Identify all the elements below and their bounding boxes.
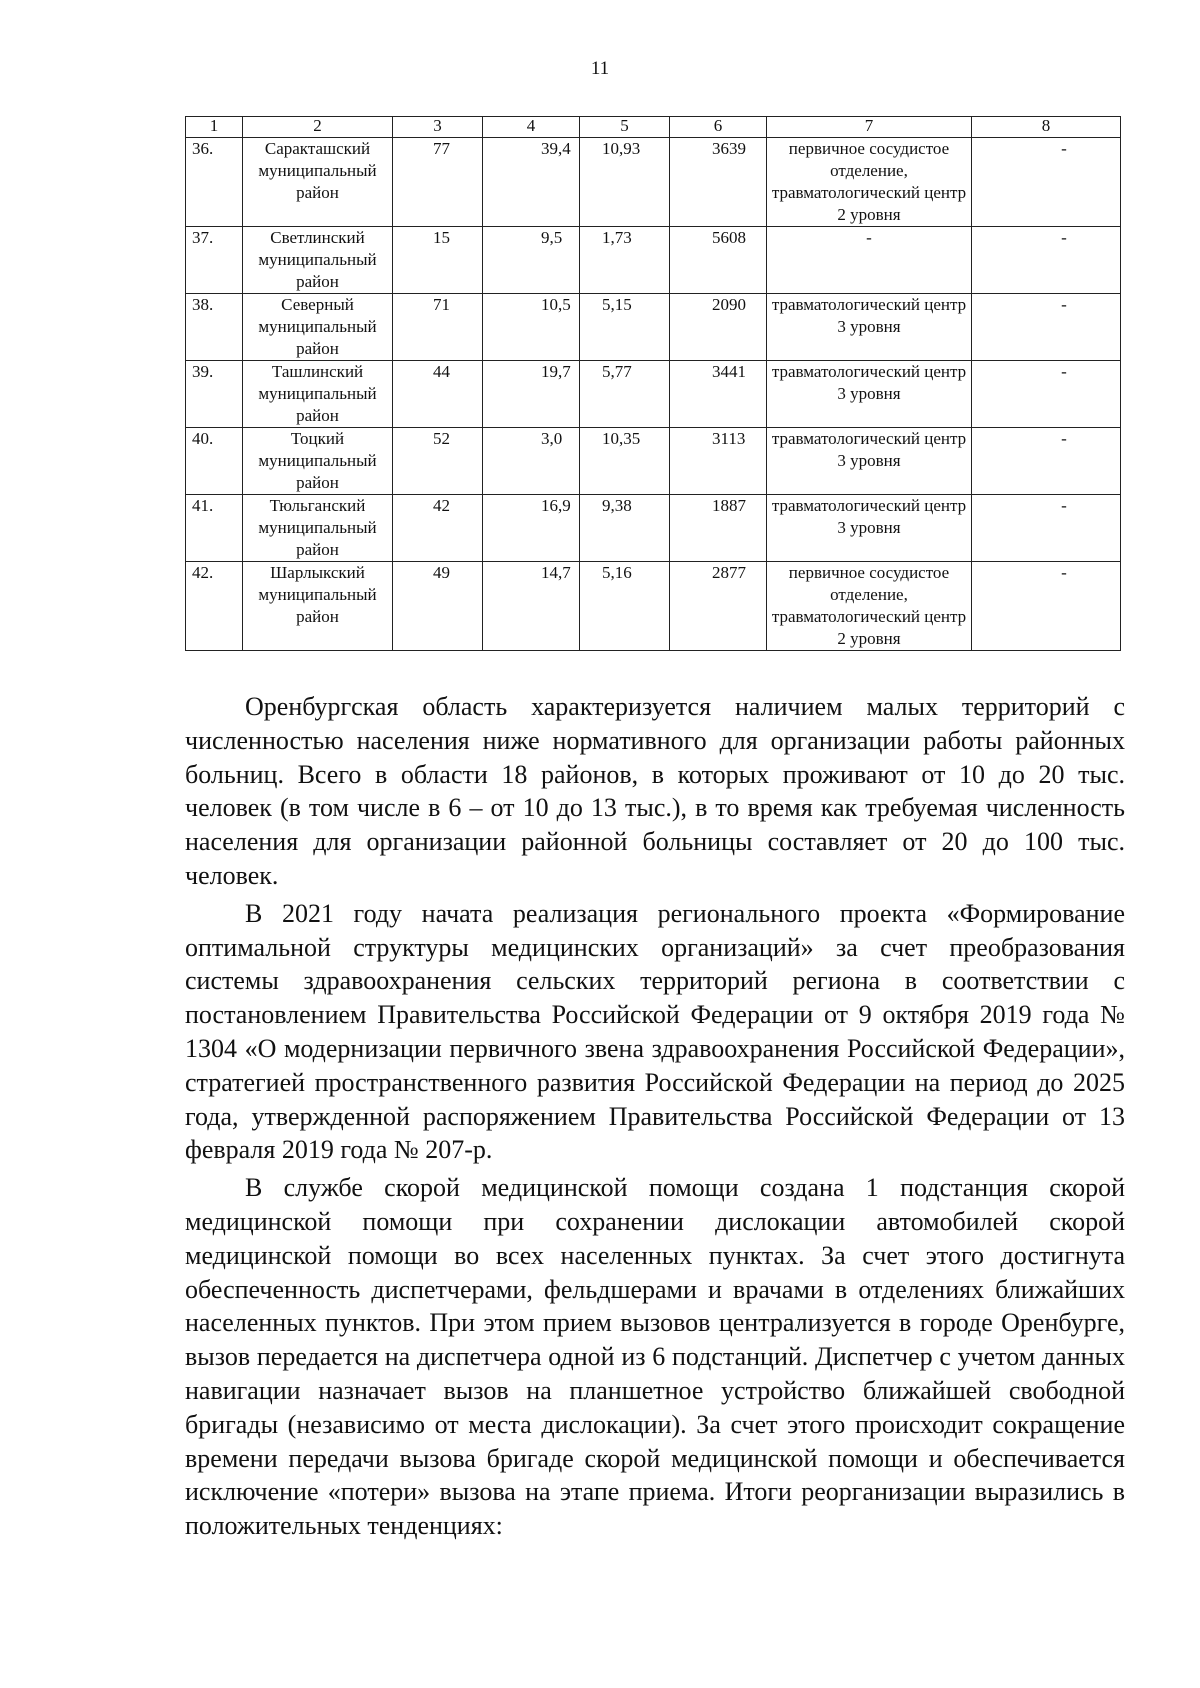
table-row: [186, 361, 1121, 428]
cell-col6: 2090: [670, 294, 767, 361]
cell-col5: 5,16: [580, 562, 670, 651]
header-cell-7: 7: [767, 117, 972, 138]
cell-col6: 3639: [670, 138, 767, 227]
cell-col3: 77: [393, 138, 483, 227]
paragraph-regional-project: В 2021 году начата реализация регионального проекта «Формирование оптимальной структуры медицинских организаций» за счет преобразования системы здравоохранения сельских территорий региона в соответствии с постановлением Правительства Российской Федерации от 9 октября 2019 года № 1304 «О модернизации первичного звена здравоохранения Российской Федерации», стратегией пространственного развития Российской Федерации на период до 2025 года, утвержденной распоряжением Правительства Российской Федерации от 13 февраля 2019 года № 207-р.: [185, 898, 1125, 1165]
page-number: 11: [590, 58, 610, 79]
cell-col8: -: [972, 428, 1121, 495]
row-number: 36.: [186, 138, 243, 227]
header-cell-4: 4: [483, 117, 580, 138]
cell-col7: -: [767, 227, 972, 294]
cell-col5: 9,38: [580, 495, 670, 562]
district-name: Тоцкий муниципальный район: [243, 428, 393, 495]
cell-col8: -: [972, 227, 1121, 294]
cell-col4: 9,5: [483, 227, 580, 294]
paragraph-ambulance-service: В службе скорой медицинской помощи создана 1 подстанция скорой медицинской помощи при сохранении дислокации автомобилей скорой медицинской помощи во всех населенных пунктах. За счет этого достигнута обеспеченность диспетчерами, фельдшерами и врачами в отделениях ближайших населенных пунктов. При этом прием вызовов централизуется в городе Оренбурге, вызов передается на диспетчера одной из 6 подстанций. Диспетчер с учетом данных навигации назначает вызов на планшетное устройство ближайшей свободной бригады (независимо от места дислокации). За счет этого происходит сокращение времени передачи вызова бригаде скорой медицинской помощи и обеспечивается исключение «потери» вызова на этапе приема. Итоги реорганизации выразились в положительных тенденциях:: [185, 1173, 1125, 1541]
table-header-row: [186, 117, 1121, 138]
district-name: Светлинский муниципальный район: [243, 227, 393, 294]
cell-col7: травматологический центр 3 уровня: [767, 361, 972, 428]
cell-col5: 10,35: [580, 428, 670, 495]
row-number: 42.: [186, 562, 243, 651]
cell-col6: 3441: [670, 361, 767, 428]
district-name: Шарлыкский муниципальный район: [243, 562, 393, 651]
row-number: 41.: [186, 495, 243, 562]
district-name: Ташлинский муниципальный район: [243, 361, 393, 428]
cell-col5: 5,77: [580, 361, 670, 428]
cell-col4: 16,9: [483, 495, 580, 562]
districts-table: [185, 116, 1121, 651]
header-cell-8: 8: [972, 117, 1121, 138]
cell-col7: первичное сосудистое отделение, травматологический центр 2 уровня: [767, 138, 972, 227]
cell-col4: 19,7: [483, 361, 580, 428]
cell-col3: 49: [393, 562, 483, 651]
cell-col6: 3113: [670, 428, 767, 495]
header-cell-2: 2: [243, 117, 393, 138]
cell-col4: 39,4: [483, 138, 580, 227]
cell-col6: 5608: [670, 227, 767, 294]
cell-col5: 10,93: [580, 138, 670, 227]
cell-col8: -: [972, 495, 1121, 562]
cell-col3: 15: [393, 227, 483, 294]
cell-col4: 10,5: [483, 294, 580, 361]
table-row: [186, 562, 1121, 651]
cell-col7: травматологический центр 3 уровня: [767, 495, 972, 562]
header-cell-1: 1: [186, 117, 243, 138]
cell-col8: -: [972, 294, 1121, 361]
cell-col5: 5,15: [580, 294, 670, 361]
cell-col7: травматологический центр 3 уровня: [767, 428, 972, 495]
cell-col7: травматологический центр 3 уровня: [767, 294, 972, 361]
row-number: 37.: [186, 227, 243, 294]
paragraph-small-territories: Оренбургская область характеризуется наличием малых территорий с численностью населения ниже нормативного для организации работы районных больниц. Всего в области 18 районов, в которых проживают от 10 до 20 тыс. человек (в том числе в 6 – от 10 до 13 тыс.), в то время как требуемая численность населения для организации районной больницы составляет от 20 до 100 тыс. человек.: [185, 692, 1125, 890]
header-cell-3: 3: [393, 117, 483, 138]
body-text: [185, 690, 1125, 1547]
district-name: Северный муниципальный район: [243, 294, 393, 361]
table-row: [186, 294, 1121, 361]
table-row: [186, 495, 1121, 562]
cell-col3: 71: [393, 294, 483, 361]
district-name: Тюльганский муниципальный район: [243, 495, 393, 562]
cell-col6: 1887: [670, 495, 767, 562]
table-row: [186, 138, 1121, 227]
cell-col3: 44: [393, 361, 483, 428]
row-number: 40.: [186, 428, 243, 495]
cell-col4: 14,7: [483, 562, 580, 651]
cell-col3: 52: [393, 428, 483, 495]
table-row: [186, 227, 1121, 294]
header-cell-5: 5: [580, 117, 670, 138]
cell-col8: -: [972, 138, 1121, 227]
table-row: [186, 428, 1121, 495]
header-cell-6: 6: [670, 117, 767, 138]
cell-col8: -: [972, 562, 1121, 651]
cell-col6: 2877: [670, 562, 767, 651]
row-number: 39.: [186, 361, 243, 428]
cell-col4: 3,0: [483, 428, 580, 495]
district-name: Саракташский муниципальный район: [243, 138, 393, 227]
cell-col5: 1,73: [580, 227, 670, 294]
row-number: 38.: [186, 294, 243, 361]
cell-col3: 42: [393, 495, 483, 562]
cell-col8: -: [972, 361, 1121, 428]
cell-col7: первичное сосудистое отделение, травматологический центр 2 уровня: [767, 562, 972, 651]
